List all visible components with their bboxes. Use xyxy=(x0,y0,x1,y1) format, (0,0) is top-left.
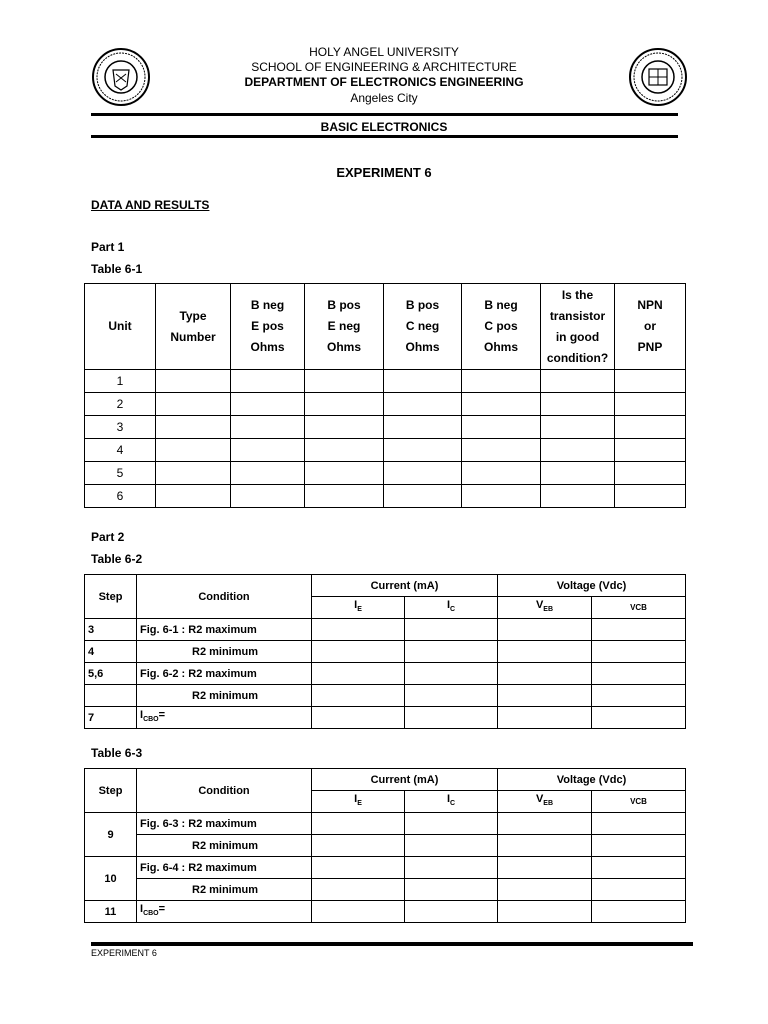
table-6-1-label: Table 6-1 xyxy=(91,262,143,276)
unit-number: 4 xyxy=(85,439,156,462)
step-cell: 5,6 xyxy=(85,663,137,685)
header-condition: Condition xyxy=(137,769,312,813)
header-veb: $V_{EB}$ xyxy=(498,597,592,619)
table-6-2 xyxy=(84,574,686,729)
condition-cell: R2 minimum xyxy=(137,879,312,901)
unit-number: 5 xyxy=(85,462,156,485)
experiment-title: EXPERIMENT 6 xyxy=(336,165,432,180)
city-name: Angeles City xyxy=(350,91,418,105)
header-good-condition: Is the transistor in good condition? xyxy=(541,284,615,370)
condition-cell: Fig. 6-2 : R2 maximum xyxy=(137,663,312,685)
header-b-pos-c-neg: B pos C neg Ohms xyxy=(384,284,462,370)
step-cell: 11 xyxy=(85,901,137,923)
table-row xyxy=(85,370,686,393)
step-cell: 9 xyxy=(85,813,137,857)
table-6-3-label: Table 6-3 xyxy=(91,746,143,760)
unit-number: 2 xyxy=(85,393,156,416)
condition-cell: Fig. 6-3 : R2 maximum xyxy=(137,813,312,835)
part2-label: Part 2 xyxy=(91,530,125,544)
section-title: DATA AND RESULTS xyxy=(91,198,210,212)
unit-number: 1 xyxy=(85,370,156,393)
table-row xyxy=(85,462,686,485)
header-vcb: VCB xyxy=(592,791,686,813)
table-row xyxy=(85,707,686,729)
step-cell: 10 xyxy=(85,857,137,901)
table-row xyxy=(85,439,686,462)
part1-label: Part 1 xyxy=(91,240,125,254)
department-name: DEPARTMENT OF ELECTRONICS ENGINEERING xyxy=(244,75,524,89)
table-row xyxy=(85,879,686,901)
step-cell: 3 xyxy=(85,619,137,641)
table-row xyxy=(85,619,686,641)
header-step: Step xyxy=(85,769,137,813)
header-current: Current (mA) xyxy=(312,575,498,597)
footer-rule xyxy=(91,942,693,946)
header-npn-pnp: NPN or PNP xyxy=(615,284,686,370)
table-row xyxy=(85,641,686,663)
unit-number: 3 xyxy=(85,416,156,439)
table-row xyxy=(85,857,686,879)
header-ie: $I_E$ xyxy=(312,597,405,619)
university-name: HOLY ANGEL UNIVERSITY xyxy=(309,45,459,59)
table-row xyxy=(85,393,686,416)
footer-text: EXPERIMENT 6 xyxy=(91,948,157,958)
condition-cell: Fig. 6-4 : R2 maximum xyxy=(137,857,312,879)
school-name: SCHOOL OF ENGINEERING & ARCHITECTURE xyxy=(251,60,517,74)
course-title: BASIC ELECTRONICS xyxy=(320,120,448,134)
header-b-pos-e-neg: B pos E neg Ohms xyxy=(305,284,384,370)
condition-cell: R2 minimum xyxy=(137,641,312,663)
header-rule-bottom xyxy=(91,135,678,138)
table-row xyxy=(85,663,686,685)
table-row xyxy=(85,416,686,439)
table-row xyxy=(85,485,686,508)
header-current: Current (mA) xyxy=(312,769,498,791)
header-ic: $I_C$ xyxy=(405,597,498,619)
table-6-2-label: Table 6-2 xyxy=(91,552,143,566)
condition-cell: R2 minimum xyxy=(137,685,312,707)
step-cell: 7 xyxy=(85,707,137,729)
header-voltage: Voltage (Vdc) xyxy=(498,575,686,597)
icbo-cell: $I_{CBO}=$ xyxy=(137,707,312,729)
table-row xyxy=(85,835,686,857)
header-vcb: VCB xyxy=(592,597,686,619)
header-b-neg-e-pos: B neg E pos Ohms xyxy=(231,284,305,370)
header-step: Step xyxy=(85,575,137,619)
header-rule-top xyxy=(91,113,678,116)
header-voltage: Voltage (Vdc) xyxy=(498,769,686,791)
header-veb: $V_{EB}$ xyxy=(498,791,592,813)
table-6-3 xyxy=(84,768,686,923)
condition-cell: Fig. 6-1 : R2 maximum xyxy=(137,619,312,641)
header-condition: Condition xyxy=(137,575,312,619)
table-6-1 xyxy=(84,283,686,508)
header-ie: $I_E$ xyxy=(312,791,405,813)
condition-cell: R2 minimum xyxy=(137,835,312,857)
header-b-neg-c-pos: B neg C pos Ohms xyxy=(462,284,541,370)
step-cell: 4 xyxy=(85,641,137,663)
table-row xyxy=(85,901,686,923)
table-row xyxy=(85,685,686,707)
header-type-number: Type Number xyxy=(156,284,231,370)
unit-number: 6 xyxy=(85,485,156,508)
header-unit: Unit xyxy=(85,284,156,370)
icbo-cell: $I_{CBO}=$ xyxy=(137,901,312,923)
table-row xyxy=(85,813,686,835)
header-ic: $I_C$ xyxy=(405,791,498,813)
